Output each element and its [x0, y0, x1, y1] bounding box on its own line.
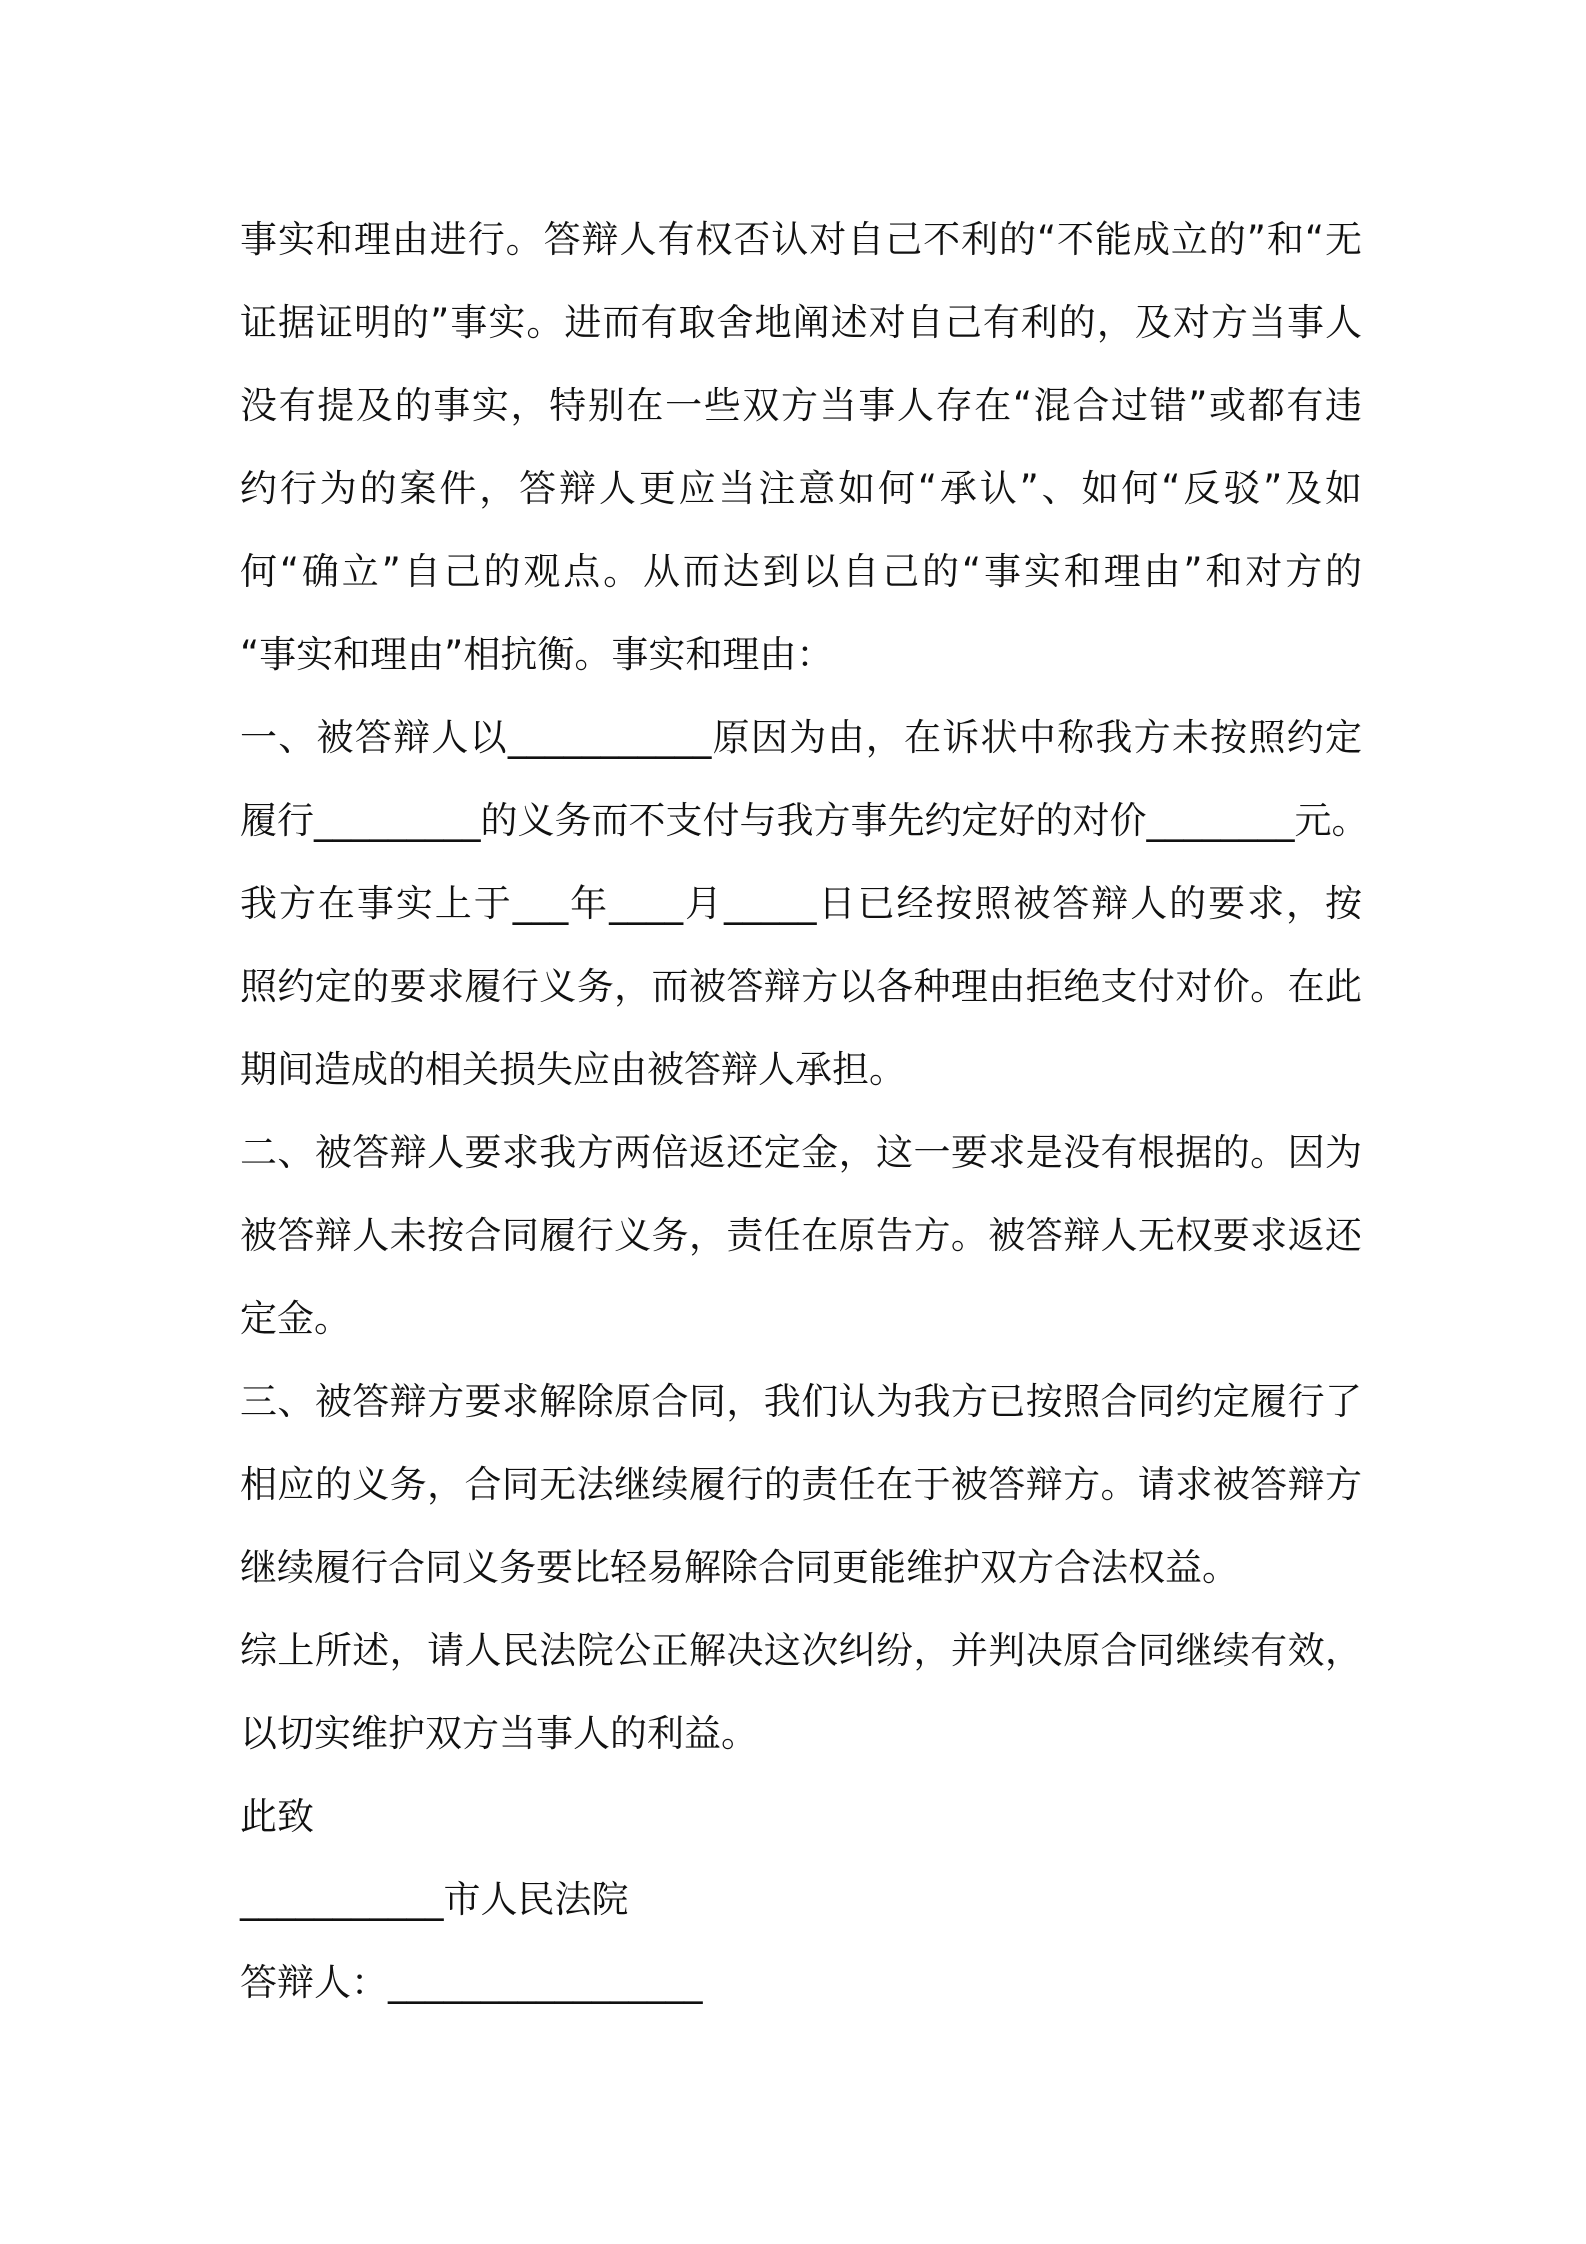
paragraph-line: “事实和理由”相抗衡。事实和理由：: [240, 633, 834, 676]
paragraph-line: 相应的义务，合同无法继续履行的责任在于被答辩方。请求被答辩方: [240, 1463, 1362, 1506]
respondent-signature-line: 答辩人：_________________: [240, 1961, 703, 2004]
paragraph-line: 二、被答辩人要求我方两倍返还定金，这一要求是没有根据的。因为: [240, 1131, 1362, 1174]
paragraph-line: 证据证明的”事实。进而有取舍地阐述对自己有利的，及对方当事人: [240, 301, 1362, 344]
court-name-line: ___________市人民法院: [240, 1878, 629, 1921]
paragraph-line: 一、被答辩人以___________原因为由，在诉状中称我方未按照约定: [240, 716, 1362, 759]
paragraph-line: 定金。: [240, 1297, 351, 1340]
paragraph-line: 继续履行合同义务要比轻易解除合同更能维护双方合法权益。: [240, 1546, 1239, 1589]
closing-salutation: 此致: [240, 1795, 314, 1838]
paragraph-line: 三、被答辩方要求解除原合同，我们认为我方已按照合同约定履行了: [240, 1380, 1362, 1423]
paragraph-line: 照约定的要求履行义务，而被答辩方以各种理由拒绝支付对价。在此: [240, 965, 1362, 1008]
paragraph-line: 我方在事实上于___年____月_____日已经按照被答辩人的要求，按: [240, 882, 1362, 925]
paragraph-line: 何“确立”自己的观点。从而达到以自己的“事实和理由”和对方的: [240, 550, 1362, 593]
paragraph-line: 事实和理由进行。答辩人有权否认对自己不利的“不能成立的”和“无: [240, 218, 1362, 261]
document-body: [240, 198, 1369, 2024]
paragraph-line: 综上所述，请人民法院公正解决这次纠纷，并判决原合同继续有效，: [240, 1629, 1362, 1672]
paragraph-line: 约行为的案件，答辩人更应当注意如何“承认”、如何“反驳”及如: [240, 467, 1362, 510]
paragraph-line: 以切实维护双方当事人的利益。: [240, 1712, 758, 1755]
paragraph-line: 被答辩人未按合同履行义务，责任在原告方。被答辩人无权要求返还: [240, 1214, 1362, 1257]
paragraph-line: 期间造成的相关损失应由被答辩人承担。: [240, 1048, 906, 1091]
paragraph-line: 没有提及的事实，特别在一些双方当事人存在“混合过错”或都有违: [240, 384, 1362, 427]
paragraph-line: 履行_________的义务而不支付与我方事先约定好的对价________元。: [240, 799, 1369, 842]
